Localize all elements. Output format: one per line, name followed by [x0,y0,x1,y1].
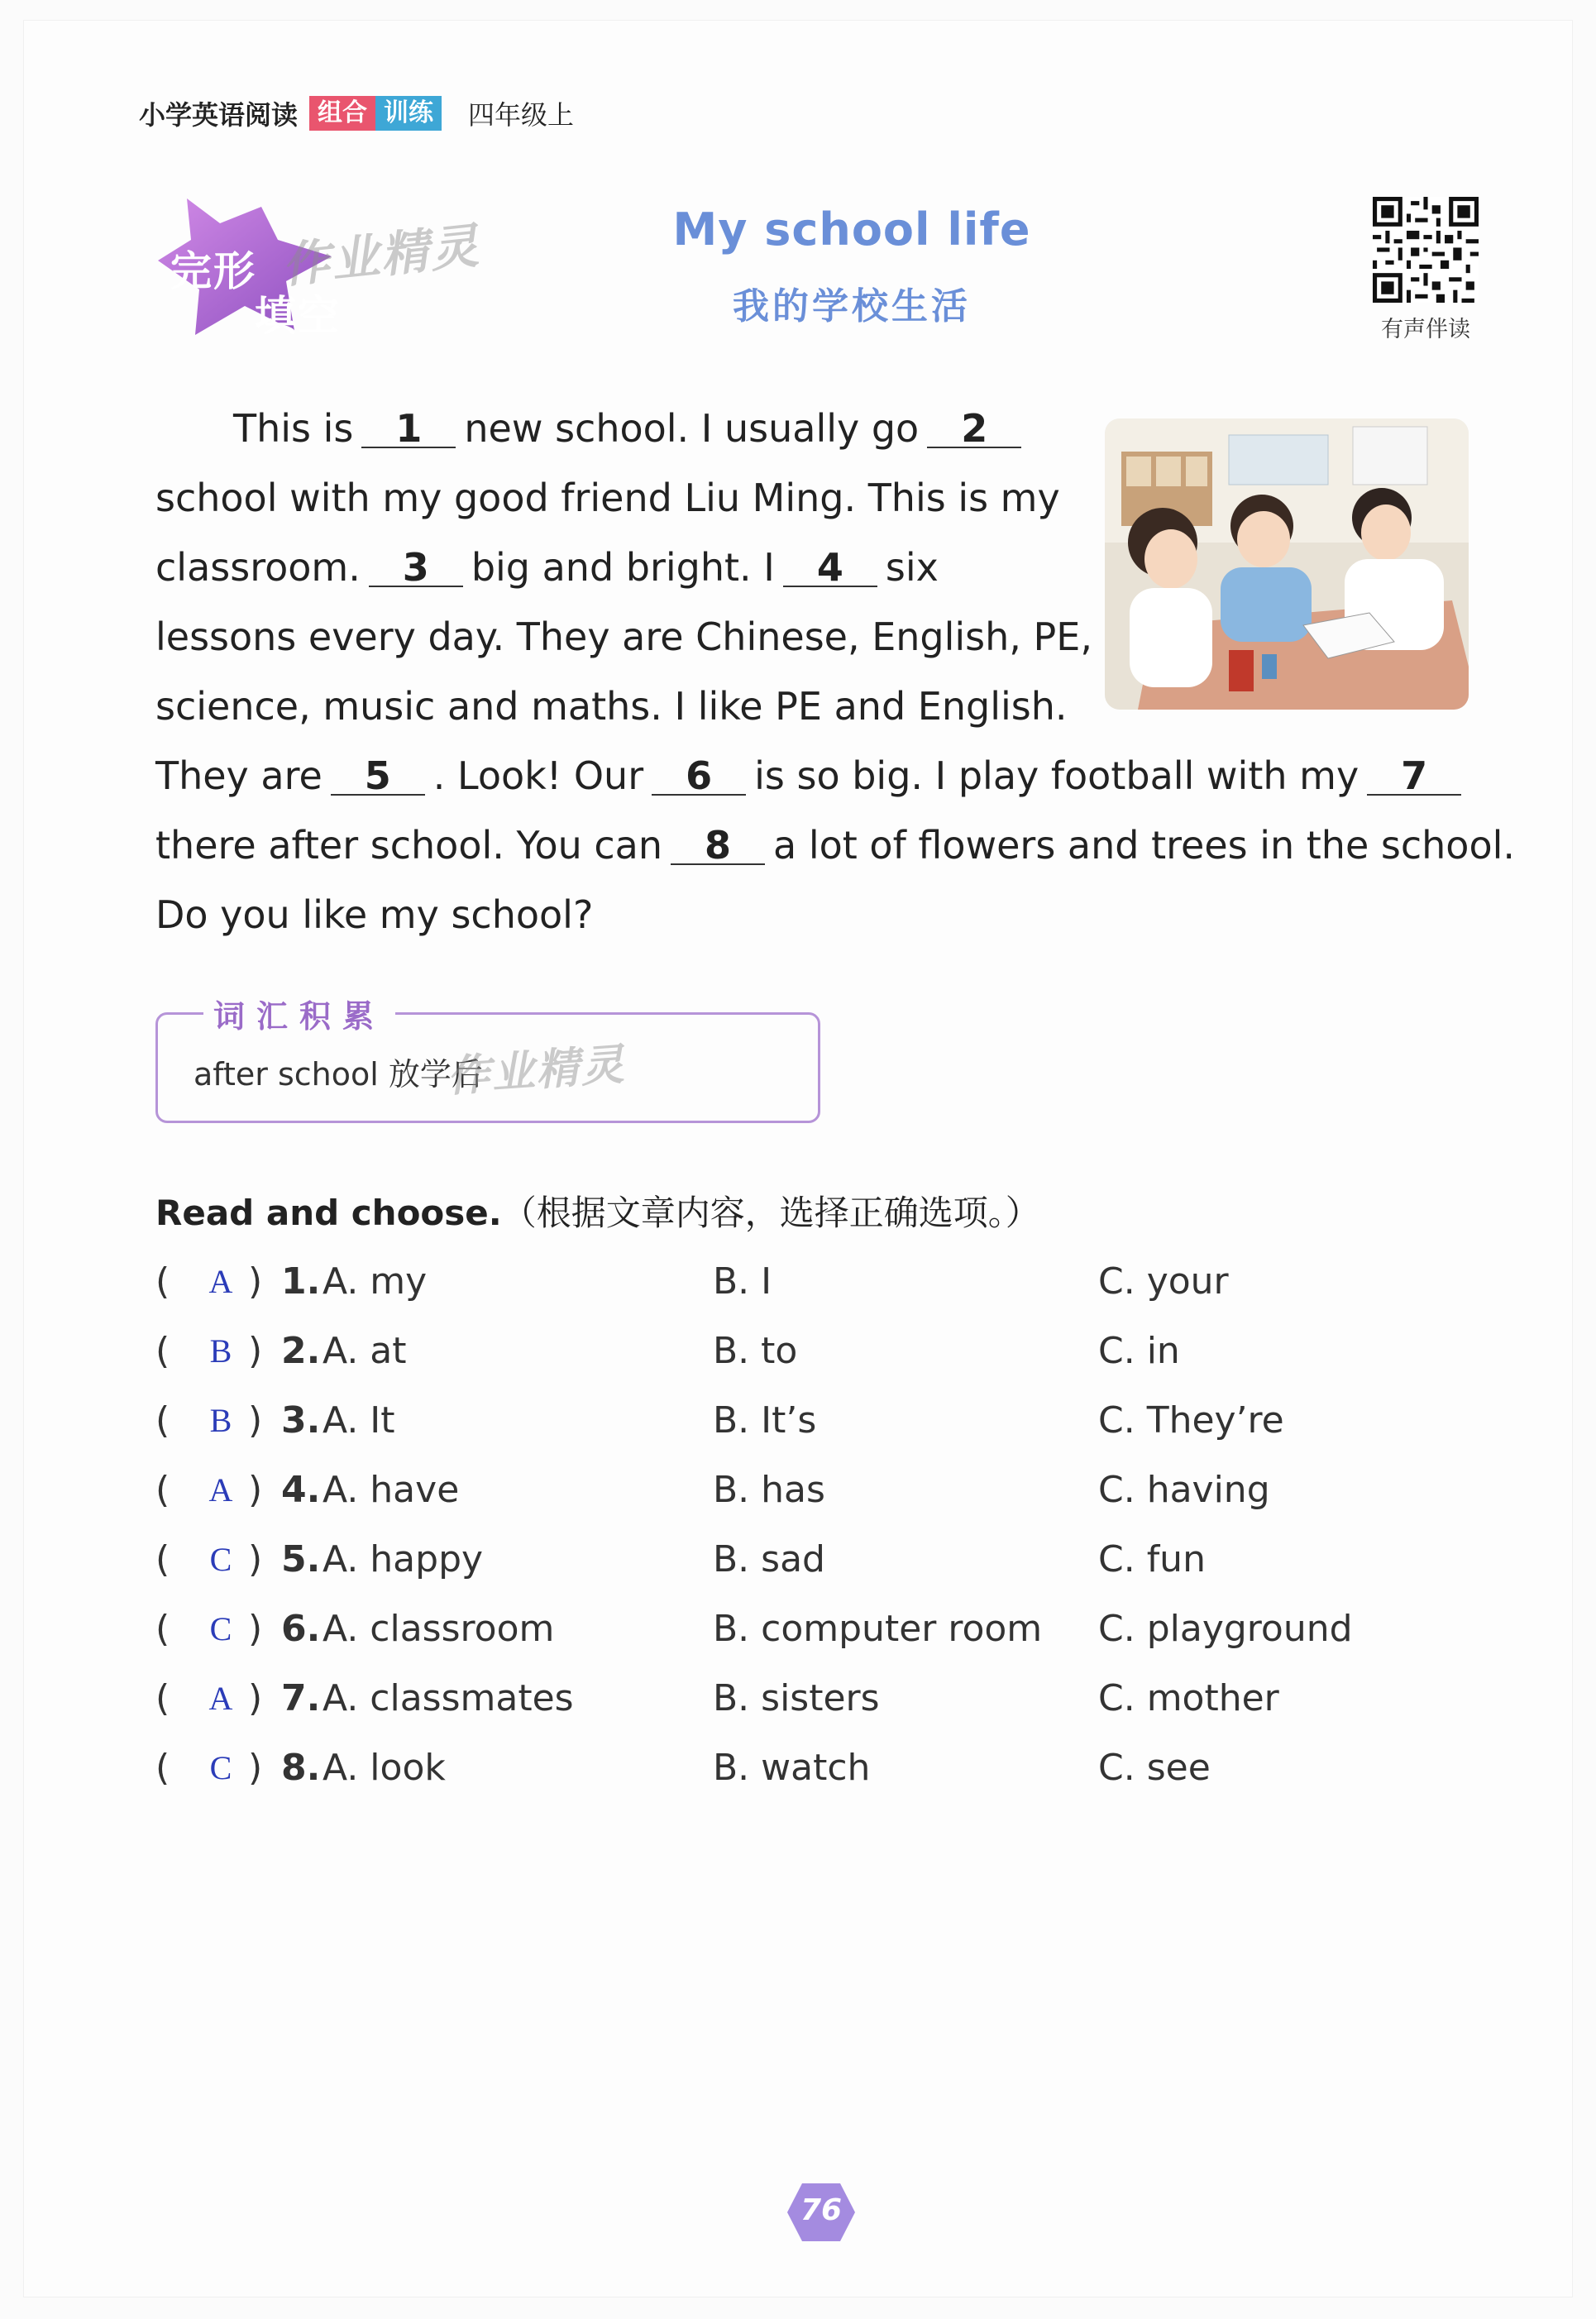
blank-2: 2 [927,410,1021,448]
paren: ) [248,1747,263,1789]
instruction [155,1186,1040,1236]
paren: ) [248,1260,263,1303]
option-a[interactable]: A. my [323,1260,428,1303]
option-a[interactable]: A. look [323,1747,446,1789]
text: This is [233,406,354,451]
text: classroom. [155,545,361,590]
watermark: 作业精灵 [279,217,483,294]
answer[interactable]: A [208,1680,233,1717]
blank-1: 1 [361,410,456,448]
book-series-header [139,94,574,132]
answer[interactable]: A [208,1263,233,1300]
answer[interactable]: B [209,1402,232,1439]
qr-code-icon[interactable] [1373,197,1479,303]
paren: ( [155,1260,170,1303]
text: new school. I usually go [464,406,920,451]
vocab-title: 词汇积累 [203,991,395,1036]
blank-5: 5 [331,758,425,796]
passage-line-3 [155,543,939,592]
text: big and bright. I [471,545,775,590]
option-b[interactable]: B. I [713,1260,772,1303]
option-b[interactable]: B. to [713,1330,798,1372]
paren: ) [248,1399,263,1442]
page [23,20,1573,2297]
passage-line-4: lessons every day. They are Chinese, English, PE, [155,614,1092,659]
paren: ( [155,1469,170,1511]
paren: ( [155,1747,170,1789]
option-a[interactable]: A. have [323,1469,460,1511]
option-a[interactable]: A. happy [323,1538,484,1580]
blank-3: 3 [369,549,463,587]
passage-line-5: science, music and maths. I like PE and English. [155,684,1068,729]
paren: ( [155,1677,170,1719]
question-number: 8. [281,1747,321,1789]
instruction-bold: Read and choose. [155,1193,502,1233]
passage-line-1 [233,404,1030,453]
blank-7: 7 [1367,758,1461,796]
paren: ) [248,1538,263,1580]
option-b[interactable]: B. computer room [713,1608,1043,1650]
tag-training: 训练 [375,96,442,131]
answer[interactable]: C [209,1749,232,1786]
option-c[interactable]: C. mother [1098,1677,1279,1719]
answer[interactable]: B [209,1332,232,1370]
paren: ( [155,1330,170,1372]
watermark: 作业精灵 [445,1040,628,1102]
option-b[interactable]: B. sad [713,1538,825,1580]
question-number: 7. [281,1677,321,1719]
option-a[interactable]: A. at [323,1330,407,1372]
text: a lot of flowers and trees in the school. [773,823,1515,868]
paren: ) [248,1469,263,1511]
passage-line-2: school with my good friend Liu Ming. This is my [155,476,1060,520]
paren: ( [155,1399,170,1442]
option-c[interactable]: C. They’re [1098,1399,1284,1442]
option-a[interactable]: A. It [323,1399,395,1442]
paren: ( [155,1608,170,1650]
page-subtitle: 我的学校生活 [733,285,971,328]
paren: ) [248,1330,263,1372]
option-c[interactable]: C. fun [1098,1538,1206,1580]
qr-label: 有声伴读 [1381,317,1470,342]
option-b[interactable]: B. sisters [713,1677,880,1719]
passage-line-8: Do you like my school? [155,892,594,937]
text: They are [155,753,323,798]
paren: ) [248,1677,263,1719]
question-number: 5. [281,1538,321,1580]
question-number: 1. [281,1260,321,1303]
question-number: 2. [281,1330,321,1372]
text: six [885,545,939,590]
blank-6: 6 [652,758,746,796]
classroom-illustration [1105,418,1469,710]
badge-line-1: 完形 [170,247,256,295]
option-b[interactable]: B. watch [713,1747,871,1789]
blank-4: 4 [783,549,877,587]
question-number: 6. [281,1608,321,1650]
badge-line-2: 填空 [255,292,341,340]
series-title: 小学英语阅读 [139,99,299,131]
question-number: 4. [281,1469,321,1511]
paren: ) [248,1608,263,1650]
instruction-rest: （根据文章内容，选择正确选项。） [501,1193,1040,1233]
page-number: 76 [800,2193,843,2227]
text: is so big. I play football with my [754,753,1359,798]
option-c[interactable]: C. having [1098,1469,1270,1511]
blank-8: 8 [671,827,765,865]
question-number: 3. [281,1399,321,1442]
tag-combo: 组合 [309,96,375,131]
answer[interactable]: A [208,1471,233,1509]
option-a[interactable]: A. classroom [323,1608,555,1650]
option-c[interactable]: C. playground [1098,1608,1353,1650]
grade-label: 四年级上 [468,99,575,131]
option-b[interactable]: B. has [713,1469,825,1511]
text: . Look! Our [432,753,644,798]
answer[interactable]: C [209,1610,232,1647]
option-c[interactable]: C. see [1098,1747,1211,1789]
option-c[interactable]: C. your [1098,1260,1229,1303]
option-b[interactable]: B. It’s [713,1399,817,1442]
option-c[interactable]: C. in [1098,1330,1180,1372]
passage-line-7 [155,820,1515,870]
text: there after school. You can [155,823,663,868]
option-a[interactable]: A. classmates [323,1677,574,1719]
passage-line-6 [155,751,1469,801]
vocab-item: after school 放学后 [194,1056,483,1093]
page-title: My school life [672,203,1031,256]
paren: ( [155,1538,170,1580]
answer[interactable]: C [209,1541,232,1578]
